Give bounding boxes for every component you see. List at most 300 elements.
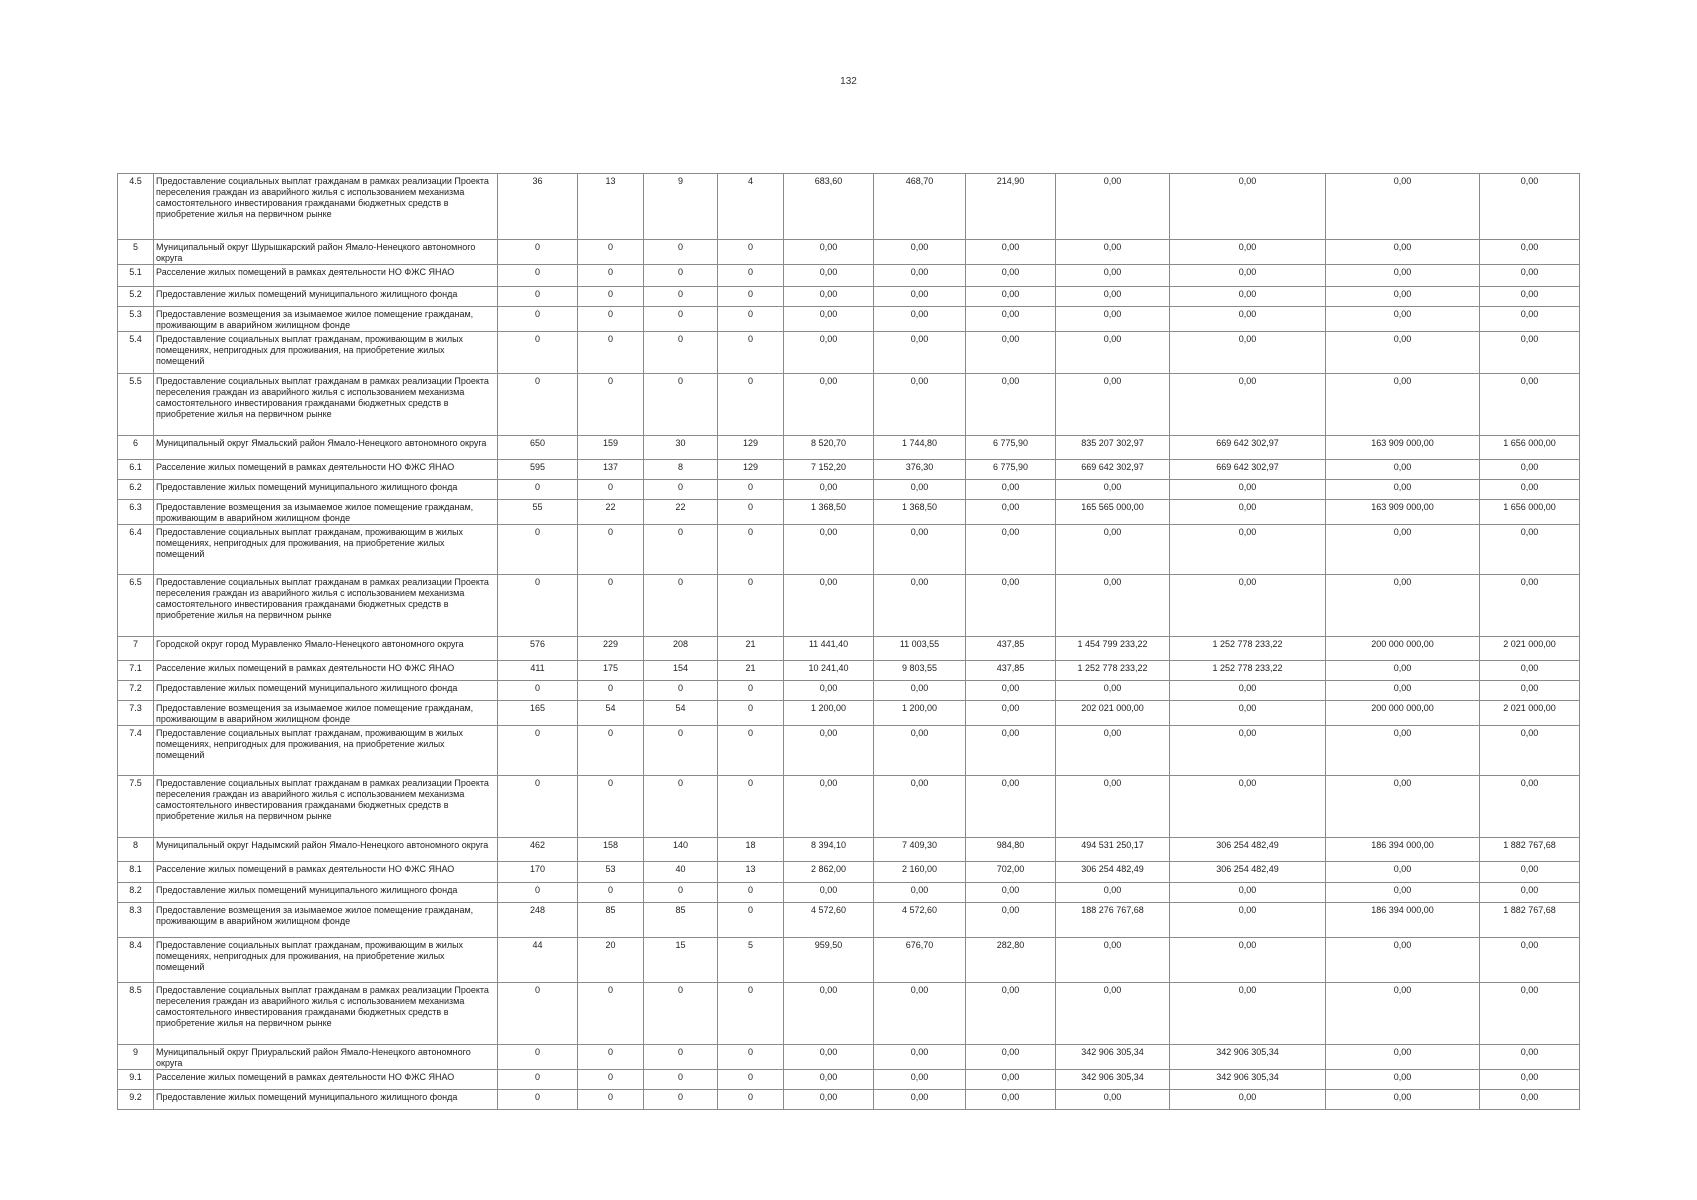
row-code-cell: 7.5 — [118, 776, 154, 838]
row-value-cell-c4: 0 — [718, 776, 784, 838]
row-value-cell-c11: 0,00 — [1480, 681, 1580, 701]
row-value-cell-c8: 0,00 — [1056, 240, 1170, 265]
row-value-cell-c9: 1 252 778 233,22 — [1170, 637, 1326, 661]
row-value-cell-c1: 55 — [498, 500, 578, 525]
page-number: 132 — [840, 76, 857, 87]
row-code-cell: 5.4 — [118, 332, 154, 374]
row-value-cell-c9: 0,00 — [1170, 525, 1326, 575]
row-value-cell-c9: 342 906 305,34 — [1170, 1045, 1326, 1070]
row-value-cell-c2: 0 — [578, 307, 644, 332]
row-value-cell-c2: 0 — [578, 1045, 644, 1070]
row-value-cell-c8: 342 906 305,34 — [1056, 1045, 1170, 1070]
row-code-cell: 8 — [118, 838, 154, 862]
row-value-cell-c2: 85 — [578, 903, 644, 938]
row-value-cell-c11: 0,00 — [1480, 575, 1580, 637]
row-value-cell-c7: 437,85 — [966, 637, 1056, 661]
row-value-cell-c11: 0,00 — [1480, 287, 1580, 307]
row-value-cell-c4: 0 — [718, 480, 784, 500]
row-value-cell-c5: 0,00 — [784, 983, 874, 1045]
row-name-cell: Муниципальный округ Ямальский район Ямало-Ненецкого автономного округа — [154, 436, 498, 460]
row-value-cell-c10: 0,00 — [1326, 307, 1480, 332]
row-name-cell: Расселение жилых помещений в рамках деятельности НО ФЖС ЯНАО — [154, 1070, 498, 1090]
row-value-cell-c4: 5 — [718, 938, 784, 983]
row-value-cell-c10: 163 909 000,00 — [1326, 436, 1480, 460]
row-value-cell-c10: 0,00 — [1326, 480, 1480, 500]
row-value-cell-c3: 0 — [644, 307, 718, 332]
row-value-cell-c11: 0,00 — [1480, 307, 1580, 332]
row-value-cell-c4: 0 — [718, 374, 784, 436]
table-row — [118, 938, 1580, 983]
row-value-cell-c9: 0,00 — [1170, 701, 1326, 726]
row-value-cell-c1: 170 — [498, 862, 578, 883]
row-value-cell-c1: 0 — [498, 265, 578, 287]
row-value-cell-c9: 0,00 — [1170, 938, 1326, 983]
row-value-cell-c8: 0,00 — [1056, 332, 1170, 374]
row-name-cell: Предоставление социальных выплат гражданам в рамках реализации Проекта переселения граждан из аварийного жилья с использованием механизма самостоятельного инвестирования гражданами бюджетных средств в приобретение жилья на первичном рынке — [154, 983, 498, 1045]
row-value-cell-c9: 0,00 — [1170, 500, 1326, 525]
row-value-cell-c1: 0 — [498, 240, 578, 265]
row-value-cell-c6: 1 200,00 — [874, 701, 966, 726]
row-value-cell-c6: 376,30 — [874, 460, 966, 480]
row-value-cell-c7: 0,00 — [966, 903, 1056, 938]
row-value-cell-c7: 0,00 — [966, 983, 1056, 1045]
row-value-cell-c3: 0 — [644, 240, 718, 265]
row-value-cell-c5: 683,60 — [784, 174, 874, 240]
row-name-cell: Городской округ город Муравленко Ямало-Ненецкого автономного округа — [154, 637, 498, 661]
row-value-cell-c6: 0,00 — [874, 575, 966, 637]
row-value-cell-c2: 229 — [578, 637, 644, 661]
row-value-cell-c7: 6 775,90 — [966, 436, 1056, 460]
row-value-cell-c7: 0,00 — [966, 681, 1056, 701]
row-value-cell-c10: 0,00 — [1326, 1070, 1480, 1090]
row-value-cell-c3: 15 — [644, 938, 718, 983]
row-value-cell-c9: 0,00 — [1170, 240, 1326, 265]
row-value-cell-c8: 0,00 — [1056, 681, 1170, 701]
row-value-cell-c11: 0,00 — [1480, 661, 1580, 681]
row-value-cell-c5: 11 441,40 — [784, 637, 874, 661]
row-code-cell: 8.3 — [118, 903, 154, 938]
row-value-cell-c8: 0,00 — [1056, 265, 1170, 287]
row-value-cell-c5: 1 368,50 — [784, 500, 874, 525]
table-body — [118, 174, 1580, 1110]
row-value-cell-c7: 0,00 — [966, 480, 1056, 500]
row-value-cell-c6: 0,00 — [874, 776, 966, 838]
table-row — [118, 1045, 1580, 1070]
row-value-cell-c8: 494 531 250,17 — [1056, 838, 1170, 862]
row-value-cell-c5: 4 572,60 — [784, 903, 874, 938]
row-value-cell-c7: 0,00 — [966, 1070, 1056, 1090]
row-value-cell-c1: 0 — [498, 883, 578, 903]
row-value-cell-c10: 0,00 — [1326, 174, 1480, 240]
row-value-cell-c10: 0,00 — [1326, 240, 1480, 265]
row-value-cell-c6: 11 003,55 — [874, 637, 966, 661]
row-value-cell-c10: 0,00 — [1326, 287, 1480, 307]
row-value-cell-c4: 0 — [718, 726, 784, 776]
row-value-cell-c5: 0,00 — [784, 1090, 874, 1110]
row-value-cell-c11: 2 021 000,00 — [1480, 637, 1580, 661]
row-value-cell-c10: 0,00 — [1326, 525, 1480, 575]
table-row — [118, 726, 1580, 776]
table-row — [118, 436, 1580, 460]
row-value-cell-c11: 1 882 767,68 — [1480, 903, 1580, 938]
row-value-cell-c9: 0,00 — [1170, 307, 1326, 332]
row-value-cell-c7: 437,85 — [966, 661, 1056, 681]
row-value-cell-c1: 0 — [498, 332, 578, 374]
row-value-cell-c5: 8 394,10 — [784, 838, 874, 862]
row-value-cell-c7: 0,00 — [966, 265, 1056, 287]
row-value-cell-c6: 0,00 — [874, 480, 966, 500]
row-value-cell-c7: 0,00 — [966, 701, 1056, 726]
row-value-cell-c3: 0 — [644, 1090, 718, 1110]
row-value-cell-c1: 0 — [498, 480, 578, 500]
row-code-cell: 8.5 — [118, 983, 154, 1045]
row-value-cell-c1: 595 — [498, 460, 578, 480]
row-value-cell-c1: 650 — [498, 436, 578, 460]
row-value-cell-c3: 85 — [644, 903, 718, 938]
row-value-cell-c7: 0,00 — [966, 776, 1056, 838]
row-value-cell-c2: 0 — [578, 726, 644, 776]
row-code-cell: 6 — [118, 436, 154, 460]
row-value-cell-c11: 0,00 — [1480, 862, 1580, 883]
row-value-cell-c3: 0 — [644, 1070, 718, 1090]
row-value-cell-c1: 0 — [498, 1045, 578, 1070]
row-name-cell: Предоставление возмещения за изымаемое жилое помещение гражданам, проживающим в аварийном жилищном фонде — [154, 307, 498, 332]
row-value-cell-c10: 0,00 — [1326, 661, 1480, 681]
row-value-cell-c10: 200 000 000,00 — [1326, 701, 1480, 726]
row-value-cell-c9: 0,00 — [1170, 174, 1326, 240]
row-value-cell-c4: 13 — [718, 862, 784, 883]
row-value-cell-c9: 306 254 482,49 — [1170, 862, 1326, 883]
table-row — [118, 460, 1580, 480]
row-value-cell-c4: 0 — [718, 903, 784, 938]
row-value-cell-c7: 0,00 — [966, 726, 1056, 776]
row-value-cell-c5: 0,00 — [784, 883, 874, 903]
row-value-cell-c10: 0,00 — [1326, 681, 1480, 701]
row-value-cell-c3: 0 — [644, 287, 718, 307]
row-value-cell-c8: 0,00 — [1056, 287, 1170, 307]
row-value-cell-c2: 20 — [578, 938, 644, 983]
row-value-cell-c8: 306 254 482,49 — [1056, 862, 1170, 883]
row-value-cell-c1: 576 — [498, 637, 578, 661]
row-value-cell-c4: 0 — [718, 332, 784, 374]
row-value-cell-c11: 0,00 — [1480, 776, 1580, 838]
row-value-cell-c8: 1 454 799 233,22 — [1056, 637, 1170, 661]
row-name-cell: Муниципальный округ Надымский район Ямало-Ненецкого автономного округа — [154, 838, 498, 862]
row-value-cell-c7: 0,00 — [966, 307, 1056, 332]
row-value-cell-c10: 0,00 — [1326, 983, 1480, 1045]
row-value-cell-c5: 8 520,70 — [784, 436, 874, 460]
row-code-cell: 8.1 — [118, 862, 154, 883]
table-row — [118, 701, 1580, 726]
row-value-cell-c8: 0,00 — [1056, 1090, 1170, 1110]
row-value-cell-c7: 0,00 — [966, 883, 1056, 903]
row-value-cell-c2: 137 — [578, 460, 644, 480]
row-value-cell-c2: 0 — [578, 883, 644, 903]
row-value-cell-c11: 0,00 — [1480, 525, 1580, 575]
table-row — [118, 1090, 1580, 1110]
row-value-cell-c10: 0,00 — [1326, 776, 1480, 838]
row-name-cell: Предоставление социальных выплат гражданам, проживающим в жилых помещениях, непригодных для проживания, на приобретение жилых помещений — [154, 938, 498, 983]
table-row — [118, 575, 1580, 637]
row-value-cell-c1: 36 — [498, 174, 578, 240]
row-code-cell: 5.3 — [118, 307, 154, 332]
row-value-cell-c6: 1 744,80 — [874, 436, 966, 460]
row-value-cell-c5: 0,00 — [784, 681, 874, 701]
row-value-cell-c6: 0,00 — [874, 265, 966, 287]
row-value-cell-c3: 0 — [644, 883, 718, 903]
row-value-cell-c4: 0 — [718, 1090, 784, 1110]
row-value-cell-c9: 342 906 305,34 — [1170, 1070, 1326, 1090]
row-name-cell: Предоставление возмещения за изымаемое жилое помещение гражданам, проживающим в аварийном жилищном фонде — [154, 701, 498, 726]
row-value-cell-c9: 0,00 — [1170, 903, 1326, 938]
row-value-cell-c2: 0 — [578, 681, 644, 701]
row-value-cell-c11: 0,00 — [1480, 938, 1580, 983]
row-value-cell-c9: 669 642 302,97 — [1170, 460, 1326, 480]
row-value-cell-c6: 0,00 — [874, 525, 966, 575]
row-value-cell-c3: 0 — [644, 1045, 718, 1070]
row-value-cell-c7: 984,80 — [966, 838, 1056, 862]
row-value-cell-c11: 1 882 767,68 — [1480, 838, 1580, 862]
row-code-cell: 5 — [118, 240, 154, 265]
row-code-cell: 9.2 — [118, 1090, 154, 1110]
row-value-cell-c6: 0,00 — [874, 726, 966, 776]
row-value-cell-c1: 0 — [498, 983, 578, 1045]
row-value-cell-c4: 129 — [718, 460, 784, 480]
row-value-cell-c3: 0 — [644, 332, 718, 374]
row-value-cell-c6: 2 160,00 — [874, 862, 966, 883]
row-value-cell-c3: 0 — [644, 776, 718, 838]
row-value-cell-c3: 22 — [644, 500, 718, 525]
row-value-cell-c2: 159 — [578, 436, 644, 460]
row-code-cell: 9 — [118, 1045, 154, 1070]
row-value-cell-c8: 188 276 767,68 — [1056, 903, 1170, 938]
row-code-cell: 5.2 — [118, 287, 154, 307]
table-row — [118, 883, 1580, 903]
row-value-cell-c9: 1 252 778 233,22 — [1170, 661, 1326, 681]
row-value-cell-c10: 0,00 — [1326, 938, 1480, 983]
row-value-cell-c6: 0,00 — [874, 307, 966, 332]
row-value-cell-c5: 0,00 — [784, 480, 874, 500]
table-row — [118, 307, 1580, 332]
row-name-cell: Расселение жилых помещений в рамках деятельности НО ФЖС ЯНАО — [154, 661, 498, 681]
row-value-cell-c4: 21 — [718, 637, 784, 661]
row-code-cell: 6.1 — [118, 460, 154, 480]
table-row — [118, 637, 1580, 661]
row-name-cell: Предоставление социальных выплат гражданам в рамках реализации Проекта переселения граждан из аварийного жилья с использованием механизма самостоятельного инвестирования гражданами бюджетных средств в приобретение жилья на первичном рынке — [154, 174, 498, 240]
row-value-cell-c7: 0,00 — [966, 575, 1056, 637]
row-value-cell-c7: 6 775,90 — [966, 460, 1056, 480]
row-value-cell-c9: 0,00 — [1170, 726, 1326, 776]
row-name-cell: Предоставление социальных выплат гражданам, проживающим в жилых помещениях, непригодных для проживания, на приобретение жилых помещений — [154, 525, 498, 575]
row-code-cell: 7.4 — [118, 726, 154, 776]
row-value-cell-c4: 0 — [718, 883, 784, 903]
row-value-cell-c4: 0 — [718, 701, 784, 726]
row-value-cell-c11: 0,00 — [1480, 460, 1580, 480]
row-value-cell-c2: 0 — [578, 374, 644, 436]
row-value-cell-c7: 0,00 — [966, 1045, 1056, 1070]
row-value-cell-c8: 835 207 302,97 — [1056, 436, 1170, 460]
row-value-cell-c10: 186 394 000,00 — [1326, 903, 1480, 938]
row-value-cell-c11: 0,00 — [1480, 332, 1580, 374]
row-value-cell-c1: 0 — [498, 374, 578, 436]
row-value-cell-c8: 0,00 — [1056, 374, 1170, 436]
row-value-cell-c9: 0,00 — [1170, 776, 1326, 838]
row-value-cell-c3: 140 — [644, 838, 718, 862]
table-row — [118, 174, 1580, 240]
row-value-cell-c2: 53 — [578, 862, 644, 883]
row-code-cell: 5.5 — [118, 374, 154, 436]
row-value-cell-c8: 1 252 778 233,22 — [1056, 661, 1170, 681]
row-value-cell-c9: 306 254 482,49 — [1170, 838, 1326, 862]
row-value-cell-c1: 0 — [498, 726, 578, 776]
row-code-cell: 6.3 — [118, 500, 154, 525]
row-value-cell-c3: 40 — [644, 862, 718, 883]
row-value-cell-c8: 0,00 — [1056, 525, 1170, 575]
row-value-cell-c5: 0,00 — [784, 1045, 874, 1070]
row-value-cell-c8: 0,00 — [1056, 938, 1170, 983]
row-value-cell-c11: 0,00 — [1480, 726, 1580, 776]
row-value-cell-c5: 0,00 — [784, 332, 874, 374]
row-name-cell: Предоставление жилых помещений муниципального жилищного фонда — [154, 883, 498, 903]
row-value-cell-c5: 10 241,40 — [784, 661, 874, 681]
row-name-cell: Расселение жилых помещений в рамках деятельности НО ФЖС ЯНАО — [154, 862, 498, 883]
row-code-cell: 6.5 — [118, 575, 154, 637]
row-name-cell: Предоставление социальных выплат гражданам в рамках реализации Проекта переселения граждан из аварийного жилья с использованием механизма самостоятельного инвестирования гражданами бюджетных средств в приобретение жилья на первичном рынке — [154, 776, 498, 838]
row-value-cell-c2: 0 — [578, 1090, 644, 1110]
row-value-cell-c2: 0 — [578, 575, 644, 637]
row-value-cell-c2: 0 — [578, 983, 644, 1045]
row-value-cell-c5: 7 152,20 — [784, 460, 874, 480]
row-value-cell-c4: 0 — [718, 1045, 784, 1070]
row-value-cell-c2: 158 — [578, 838, 644, 862]
row-value-cell-c10: 0,00 — [1326, 332, 1480, 374]
row-value-cell-c9: 0,00 — [1170, 374, 1326, 436]
row-value-cell-c4: 0 — [718, 265, 784, 287]
row-value-cell-c3: 154 — [644, 661, 718, 681]
row-value-cell-c6: 0,00 — [874, 1070, 966, 1090]
row-value-cell-c2: 0 — [578, 265, 644, 287]
row-value-cell-c1: 44 — [498, 938, 578, 983]
row-value-cell-c2: 0 — [578, 240, 644, 265]
table-row — [118, 1070, 1580, 1090]
row-value-cell-c7: 0,00 — [966, 332, 1056, 374]
table-row — [118, 287, 1580, 307]
row-value-cell-c4: 18 — [718, 838, 784, 862]
row-value-cell-c4: 0 — [718, 1070, 784, 1090]
row-value-cell-c10: 0,00 — [1326, 460, 1480, 480]
row-value-cell-c1: 0 — [498, 287, 578, 307]
row-value-cell-c1: 0 — [498, 575, 578, 637]
row-value-cell-c10: 0,00 — [1326, 726, 1480, 776]
row-value-cell-c11: 1 656 000,00 — [1480, 436, 1580, 460]
row-value-cell-c2: 0 — [578, 525, 644, 575]
row-value-cell-c1: 0 — [498, 681, 578, 701]
row-value-cell-c1: 0 — [498, 1090, 578, 1110]
row-value-cell-c3: 0 — [644, 265, 718, 287]
row-name-cell: Предоставление возмещения за изымаемое жилое помещение гражданам, проживающим в аварийном жилищном фонде — [154, 500, 498, 525]
row-value-cell-c11: 1 656 000,00 — [1480, 500, 1580, 525]
row-value-cell-c9: 0,00 — [1170, 265, 1326, 287]
row-value-cell-c2: 0 — [578, 1070, 644, 1090]
row-value-cell-c5: 1 200,00 — [784, 701, 874, 726]
row-value-cell-c1: 411 — [498, 661, 578, 681]
row-value-cell-c5: 959,50 — [784, 938, 874, 983]
row-value-cell-c4: 0 — [718, 500, 784, 525]
row-value-cell-c10: 0,00 — [1326, 575, 1480, 637]
row-value-cell-c10: 0,00 — [1326, 862, 1480, 883]
data-table — [117, 173, 1580, 1110]
row-value-cell-c4: 0 — [718, 307, 784, 332]
row-value-cell-c5: 0,00 — [784, 287, 874, 307]
row-value-cell-c3: 0 — [644, 681, 718, 701]
row-name-cell: Расселение жилых помещений в рамках деятельности НО ФЖС ЯНАО — [154, 460, 498, 480]
row-value-cell-c4: 0 — [718, 983, 784, 1045]
row-value-cell-c2: 175 — [578, 661, 644, 681]
row-value-cell-c6: 9 803,55 — [874, 661, 966, 681]
row-name-cell: Предоставление социальных выплат гражданам, проживающим в жилых помещениях, непригодных для проживания, на приобретение жилых помещений — [154, 726, 498, 776]
row-code-cell: 4.5 — [118, 174, 154, 240]
row-value-cell-c3: 0 — [644, 983, 718, 1045]
row-value-cell-c7: 214,90 — [966, 174, 1056, 240]
row-value-cell-c2: 0 — [578, 332, 644, 374]
row-name-cell: Предоставление жилых помещений муниципального жилищного фонда — [154, 287, 498, 307]
row-value-cell-c4: 0 — [718, 240, 784, 265]
row-value-cell-c2: 13 — [578, 174, 644, 240]
row-name-cell: Расселение жилых помещений в рамках деятельности НО ФЖС ЯНАО — [154, 265, 498, 287]
row-value-cell-c4: 0 — [718, 287, 784, 307]
row-value-cell-c10: 163 909 000,00 — [1326, 500, 1480, 525]
row-value-cell-c10: 0,00 — [1326, 265, 1480, 287]
row-name-cell: Муниципальный округ Приуральский район Ямало-Ненецкого автономного округа — [154, 1045, 498, 1070]
row-name-cell: Предоставление социальных выплат гражданам в рамках реализации Проекта переселения граждан из аварийного жилья с использованием механизма самостоятельного инвестирования гражданами бюджетных средств в приобретение жилья на первичном рынке — [154, 575, 498, 637]
row-value-cell-c5: 2 862,00 — [784, 862, 874, 883]
table-row — [118, 838, 1580, 862]
row-name-cell: Предоставление жилых помещений муниципального жилищного фонда — [154, 681, 498, 701]
table-row — [118, 661, 1580, 681]
row-value-cell-c10: 0,00 — [1326, 883, 1480, 903]
row-value-cell-c8: 0,00 — [1056, 983, 1170, 1045]
row-value-cell-c3: 54 — [644, 701, 718, 726]
row-value-cell-c7: 0,00 — [966, 240, 1056, 265]
row-value-cell-c8: 0,00 — [1056, 480, 1170, 500]
row-value-cell-c1: 462 — [498, 838, 578, 862]
row-code-cell: 6.4 — [118, 525, 154, 575]
row-value-cell-c6: 0,00 — [874, 883, 966, 903]
table-row — [118, 374, 1580, 436]
table-row — [118, 903, 1580, 938]
table-row — [118, 525, 1580, 575]
row-code-cell: 7 — [118, 637, 154, 661]
row-value-cell-c2: 0 — [578, 287, 644, 307]
row-value-cell-c9: 0,00 — [1170, 983, 1326, 1045]
row-value-cell-c8: 165 565 000,00 — [1056, 500, 1170, 525]
row-value-cell-c2: 22 — [578, 500, 644, 525]
row-value-cell-c11: 0,00 — [1480, 983, 1580, 1045]
row-value-cell-c8: 669 642 302,97 — [1056, 460, 1170, 480]
row-value-cell-c6: 0,00 — [874, 983, 966, 1045]
table-row — [118, 776, 1580, 838]
row-value-cell-c9: 0,00 — [1170, 883, 1326, 903]
row-value-cell-c7: 0,00 — [966, 525, 1056, 575]
row-value-cell-c9: 0,00 — [1170, 287, 1326, 307]
row-value-cell-c6: 0,00 — [874, 1045, 966, 1070]
row-value-cell-c9: 0,00 — [1170, 1090, 1326, 1110]
row-value-cell-c6: 468,70 — [874, 174, 966, 240]
row-value-cell-c10: 0,00 — [1326, 1090, 1480, 1110]
table-row — [118, 862, 1580, 883]
row-value-cell-c4: 0 — [718, 575, 784, 637]
row-value-cell-c11: 0,00 — [1480, 1070, 1580, 1090]
